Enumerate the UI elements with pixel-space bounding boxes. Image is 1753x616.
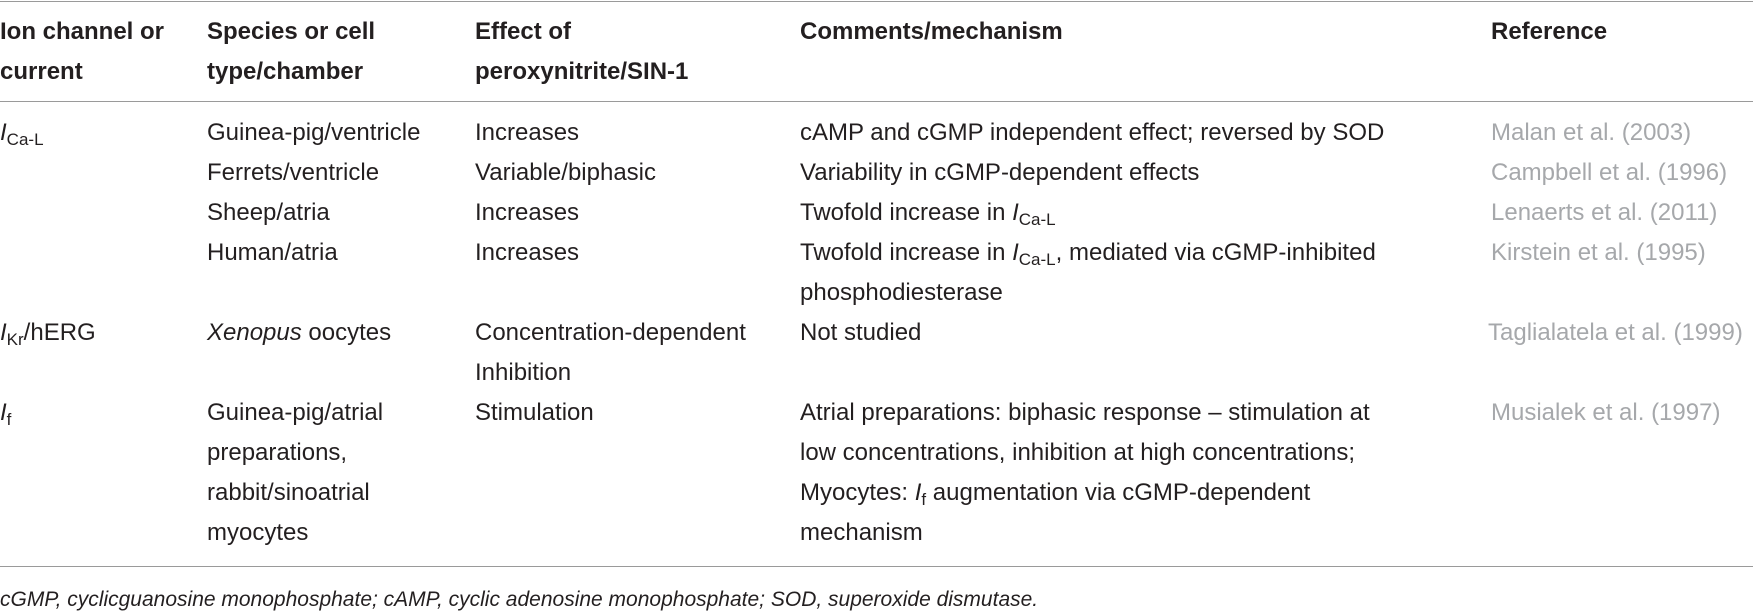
header-effect-line2: peroxynitrite/SIN-1 [475, 58, 689, 85]
header-effect-line1: Effect of [475, 18, 571, 45]
header-comments: Comments/mechanism [800, 18, 1063, 45]
comment-row-2: Variability in cGMP-dependent effects [800, 159, 1200, 186]
channel-ica-l-symbol: I [0, 119, 7, 146]
channel-ikr-subscript: Kr [6, 330, 24, 349]
species-row-5-genus: Xenopus [207, 319, 302, 346]
header-ion-channel-line1: Ion channel or [0, 18, 165, 45]
species-row-6 [207, 393, 383, 553]
species-row-2: Ferrets/ventricle [207, 159, 380, 186]
channel-ikr-symbol: I [0, 319, 7, 346]
reference-row-4: Kirstein et al. (1995) [1491, 239, 1706, 266]
channel-if-subscript: f [6, 410, 12, 429]
comment-row-4-symbol: I [1012, 239, 1019, 266]
table-header-rule [0, 101, 1753, 102]
comment-row-6-symbol: I [914, 479, 922, 506]
comment-row-6-line3-text: Myocytes: [800, 479, 915, 506]
effect-row-5-line2: Inhibition [475, 359, 572, 386]
header-species [207, 12, 375, 92]
channel-if [0, 393, 11, 433]
comment-row-4-line2: phosphodiesterase [800, 279, 1003, 306]
header-ion-channel [0, 12, 164, 92]
effect-row-3: Increases [475, 199, 580, 226]
effect-row-1: Increases [475, 119, 580, 146]
species-row-5 [207, 313, 391, 353]
effect-row-6: Stimulation [475, 399, 594, 426]
table-top-rule [0, 1, 1753, 2]
effect-row-5 [475, 313, 746, 393]
header-ion-channel-line2: current [0, 58, 83, 85]
channel-if-symbol: I [0, 399, 7, 426]
species-row-4: Human/atria [207, 239, 338, 266]
comment-row-3-symbol: I [1012, 199, 1019, 226]
channel-ikr-herg [0, 313, 96, 353]
reference-row-6: Musialek et al. (1997) [1491, 399, 1721, 426]
table-footnote: cGMP, cyclicguanosine monophosphate; cAMP, cyclic adenosine monophosphate; SOD, superoxide dismutase. [0, 588, 1039, 611]
channel-ica-l-subscript: Ca-L [6, 130, 44, 149]
reference-row-2: Campbell et al. (1996) [1491, 159, 1728, 186]
comment-row-1: cAMP and cGMP independent effect; reversed by SOD [800, 119, 1385, 146]
comment-row-4-subscript: Ca-L [1018, 250, 1056, 269]
comment-row-3-subscript: Ca-L [1018, 210, 1056, 229]
comment-row-6-line2: low concentrations, inhibition at high concentrations; [800, 439, 1355, 466]
comment-row-3 [800, 193, 1056, 233]
species-row-6-line1: Guinea-pig/atrial [207, 399, 384, 426]
species-row-1: Guinea-pig/ventricle [207, 119, 421, 146]
channel-ica-l [0, 113, 44, 153]
comment-row-4 [800, 233, 1376, 313]
reference-row-1: Malan et al. (2003) [1491, 119, 1692, 146]
effect-row-2: Variable/biphasic [475, 159, 656, 186]
species-row-6-line2: preparations, [207, 439, 348, 466]
comment-row-4-text: Twofold increase in [800, 239, 1013, 266]
reference-row-5: Taglialatela et al. (1999) [1488, 319, 1743, 346]
species-row-3: Sheep/atria [207, 199, 330, 226]
comment-row-6-line3-text-after: augmentation via cGMP-dependent [926, 479, 1311, 506]
species-row-6-line4: myocytes [207, 519, 309, 546]
effect-row-5-line1: Concentration-dependent [475, 319, 746, 346]
header-species-line2: type/chamber [207, 58, 364, 85]
species-row-6-line3: rabbit/sinoatrial [207, 479, 370, 506]
comment-row-5: Not studied [800, 319, 922, 346]
comment-row-6 [800, 393, 1370, 553]
header-species-line1: Species or cell [207, 18, 376, 45]
comment-row-6-line1: Atrial preparations: biphasic response – stimulation at [800, 399, 1370, 426]
comment-row-4-text-after: , mediated via cGMP-inhibited [1055, 239, 1376, 266]
comment-row-6-line3 [800, 473, 1370, 513]
effect-row-4: Increases [475, 239, 580, 266]
reference-row-3: Lenaerts et al. (2011) [1491, 199, 1718, 226]
comment-row-6-line4: mechanism [800, 519, 923, 546]
comment-row-4-line1 [800, 233, 1376, 273]
channel-ikr-suffix: /hERG [23, 319, 96, 346]
comment-row-3-text: Twofold increase in [800, 199, 1013, 226]
comment-row-6-subscript: f [921, 490, 927, 509]
table-bottom-rule [0, 566, 1753, 567]
species-row-5-rest: oocytes [301, 319, 392, 346]
header-effect [475, 12, 688, 92]
header-reference: Reference [1491, 18, 1608, 45]
